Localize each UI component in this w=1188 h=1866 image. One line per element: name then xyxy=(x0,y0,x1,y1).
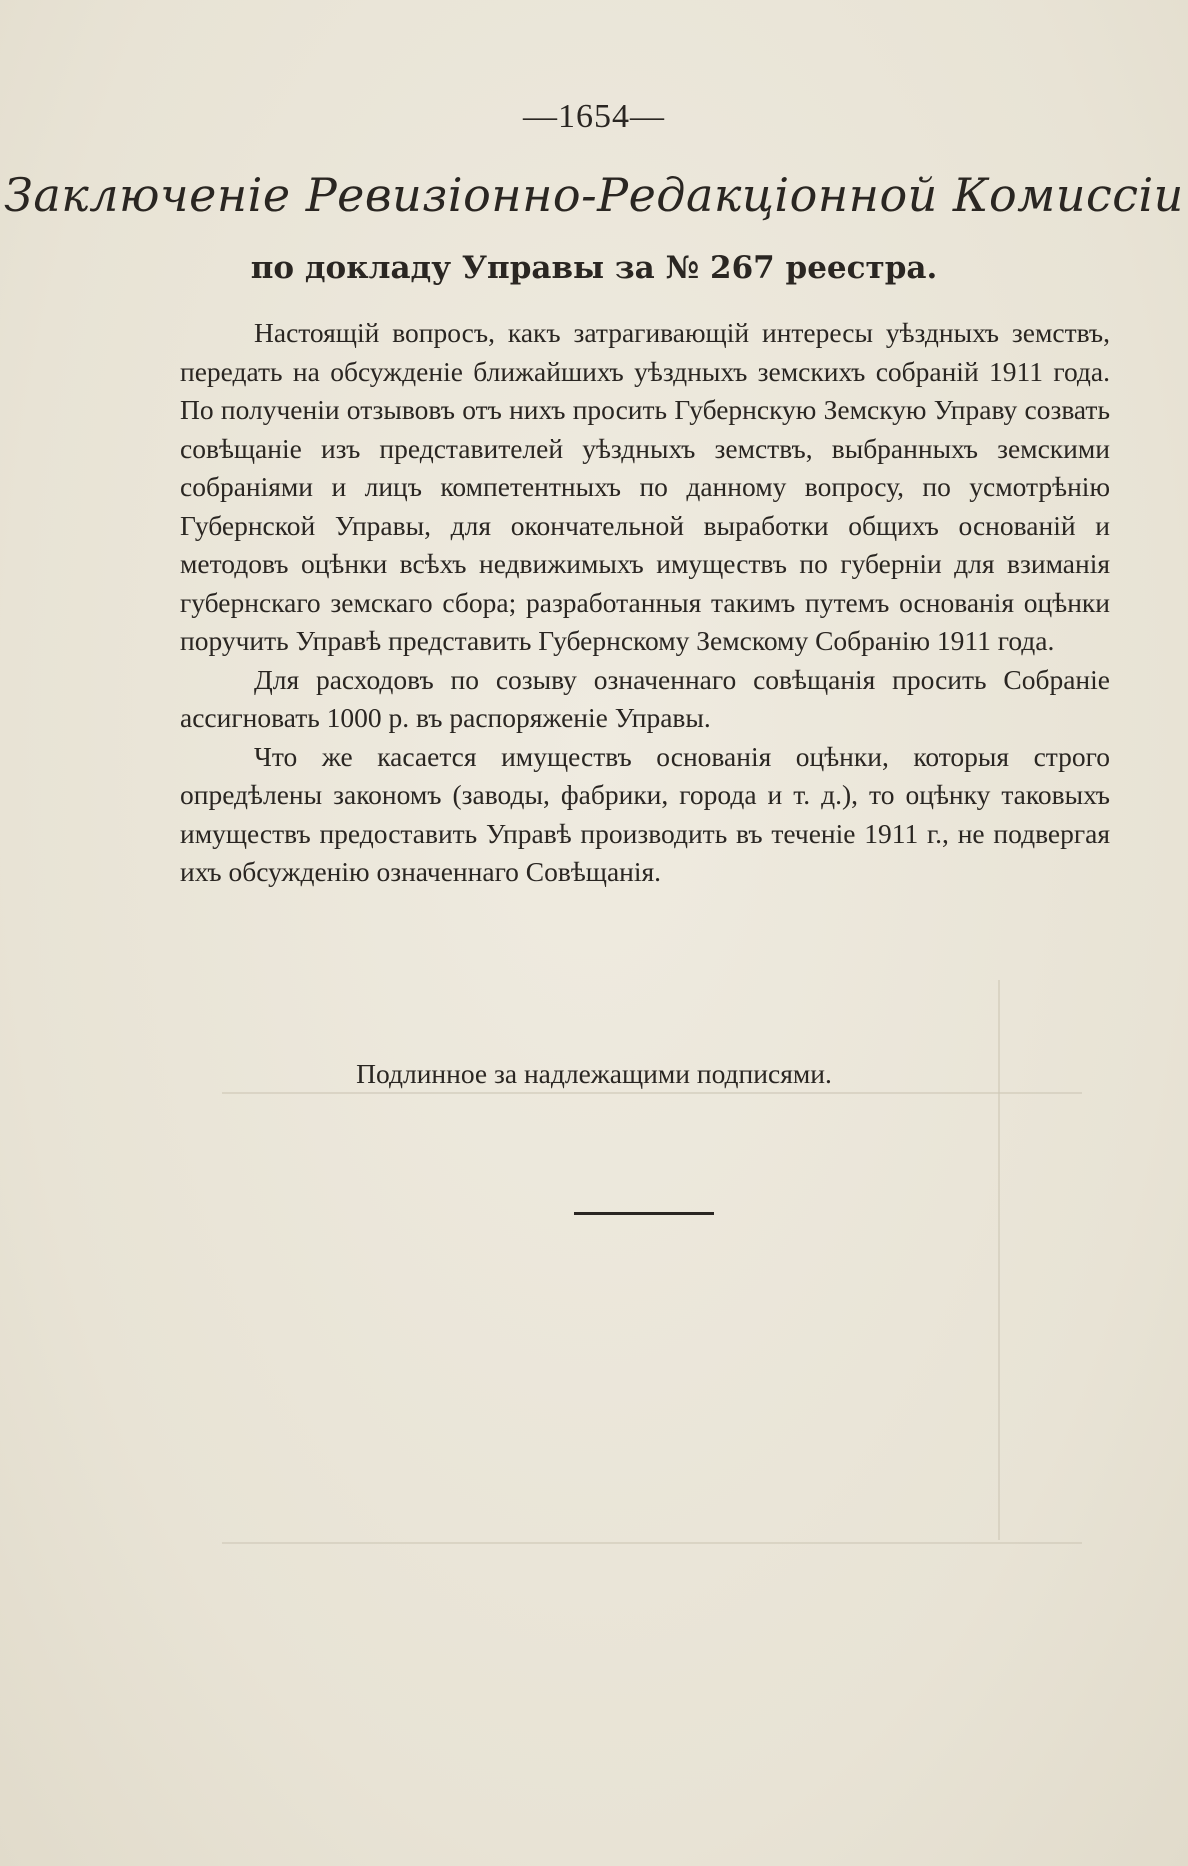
paragraph: Что же касается имуществъ основанія оцѣнки, которыя строго опредѣлены закономъ (заводы, фабрики, города и т. д.), то оцѣнку таковыхъ имуществъ предоставить Управѣ производить въ теченіе 1911 г., не подвергая ихъ обсужденію означеннаго Совѣщанія. xyxy=(180,740,1110,887)
paragraph: Для расходовъ по созыву означеннаго совѣщанія просить Собраніе ассигновать 1000 р. въ распоряженіе Управы. xyxy=(180,663,1110,733)
paragraph: Настоящій вопросъ, какъ затрагивающій интересы уѣздныхъ земствъ, передать на обсужденіе ближайшихъ уѣздныхъ земскихъ собраній 1911 года. По полученіи отзывовъ отъ нихъ просить Губернскую Земскую Управу созвать совѣщаніе изъ представителей уѣздныхъ земствъ, выбранныхъ земскими собраніями и лицъ компетентныхъ по данному вопросу, по усмотрѣнію Губернской Управы, для окончательной выработки общихъ основаній и методовъ оцѣнки всѣхъ недвижимыхъ имуществъ по губерніи для взиманія губернскаго земскаго сбора; разработанныя такимъ путемъ основанія оцѣнки поручить Управѣ представить Губернскому Земскому Собранію 1911 года. xyxy=(180,317,1110,656)
page-subtitle: по докладу Управы за № 267 реестра. xyxy=(250,250,938,286)
bleed-through-rule xyxy=(222,1542,1082,1544)
page-number: —1654— xyxy=(523,98,665,135)
resolution-body xyxy=(180,314,1110,892)
page-title: Заключеніе Ревизіонно-Редакціонной Комиссіи xyxy=(4,168,1184,222)
signature-note: Подлинное за надлежащими подписями. xyxy=(356,1058,832,1089)
closing-rule xyxy=(574,1212,714,1215)
bleed-through-rule xyxy=(222,1092,1082,1094)
